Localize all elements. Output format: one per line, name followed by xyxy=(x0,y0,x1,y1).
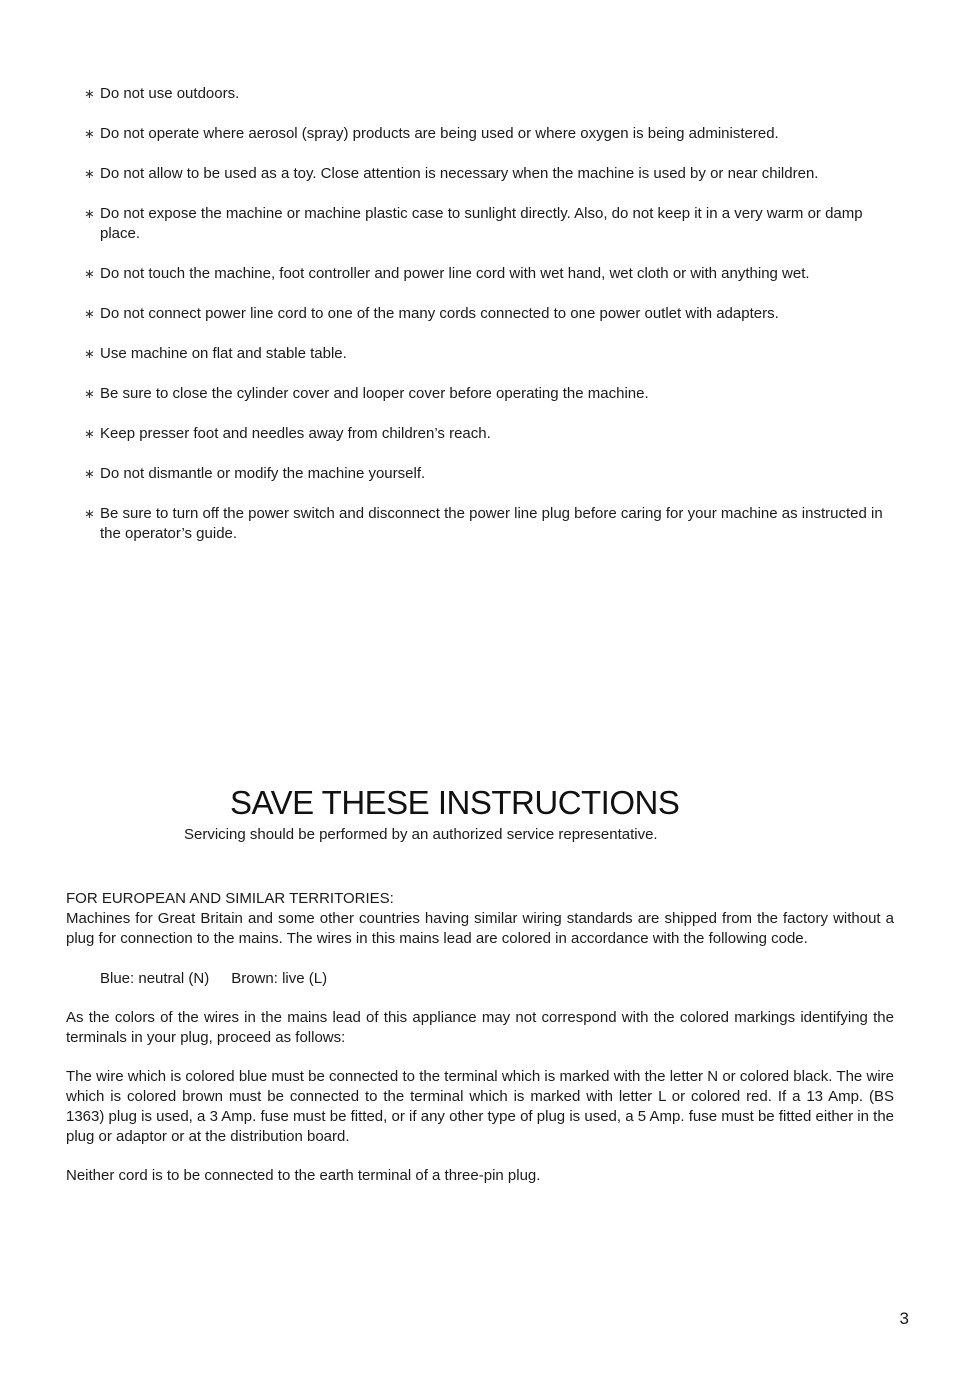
caution-item xyxy=(84,84,894,104)
page-number: 3 xyxy=(899,1309,909,1328)
caution-text: Do not dismantle or modify the machine yourself. xyxy=(100,465,426,482)
asterisk-bullet-icon: ∗ xyxy=(84,466,95,481)
caution-text: Keep presser foot and needles away from children’s reach. xyxy=(100,425,491,442)
caution-item xyxy=(84,504,894,544)
caution-item xyxy=(84,204,894,244)
asterisk-bullet-icon: ∗ xyxy=(84,166,95,181)
wire-color-codes xyxy=(66,969,894,989)
wiring-instructions-paragraph: The wire which is colored blue must be connected to the terminal which is marked with the letter N or colored black. The wire which is colored brown must be connected to the terminal which is marked with letter L or colored red. If a 13 Amp. (BS 1363) plug is used, a 3 Amp. fuse must be fitted, or if any other type of plug is used, a 5 Amp. fuse must be fitted either in the plug or adaptor or at the distribution board. xyxy=(66,1068,894,1145)
caution-text: Do not operate where aerosol (spray) products are being used or where oxygen is being administered. xyxy=(100,125,779,142)
caution-text: Be sure to close the cylinder cover and looper cover before operating the machine. xyxy=(100,385,649,402)
safety-caution-list xyxy=(84,84,894,544)
brown-wire-code: Brown: live (L) xyxy=(231,970,328,987)
earth-terminal-warning: Neither cord is to be connected to the earth terminal of a three-pin plug. xyxy=(66,1167,541,1184)
asterisk-bullet-icon: ∗ xyxy=(84,506,95,521)
asterisk-bullet-icon: ∗ xyxy=(84,306,95,321)
caution-text: Do not touch the machine, foot controller and power line cord with wet hand, wet cloth or with anything wet. xyxy=(100,265,810,282)
caution-item xyxy=(84,164,894,184)
caution-item xyxy=(84,264,894,284)
european-wiring-section xyxy=(66,889,894,1186)
save-instructions-heading: SAVE THESE INSTRUCTIONS xyxy=(230,784,680,821)
caution-item xyxy=(84,304,894,324)
caution-item xyxy=(84,344,894,364)
caution-item xyxy=(84,464,894,484)
asterisk-bullet-icon: ∗ xyxy=(84,346,95,361)
servicing-note: Servicing should be performed by an authorized service representative. xyxy=(184,826,658,843)
color-mismatch-paragraph: As the colors of the wires in the mains lead of this appliance may not correspond with the colored markings identifying the terminals in your plug, proceed as follows: xyxy=(66,1009,894,1046)
blue-wire-code: Blue: neutral (N) xyxy=(100,970,210,987)
caution-text: Be sure to turn off the power switch and disconnect the power line plug before caring for your machine as instructed in the operator’s guide. xyxy=(100,505,883,542)
caution-text: Do not expose the machine or machine plastic case to sunlight directly. Also, do not keep it in a very warm or damp place. xyxy=(100,205,863,242)
caution-text: Do not use outdoors. xyxy=(100,85,240,102)
asterisk-bullet-icon: ∗ xyxy=(84,386,95,401)
caution-text: Use machine on flat and stable table. xyxy=(100,345,347,362)
caution-text: Do not allow to be used as a toy. Close attention is necessary when the machine is used by or near children. xyxy=(100,165,819,182)
asterisk-bullet-icon: ∗ xyxy=(84,86,95,101)
asterisk-bullet-icon: ∗ xyxy=(84,266,95,281)
caution-text: Do not connect power line cord to one of the many cords connected to one power outlet with adapters. xyxy=(100,305,779,322)
european-section-heading: FOR EUROPEAN AND SIMILAR TERRITORIES: xyxy=(66,890,394,907)
caution-item xyxy=(84,124,894,144)
asterisk-bullet-icon: ∗ xyxy=(84,426,95,441)
caution-item xyxy=(84,384,894,404)
asterisk-bullet-icon: ∗ xyxy=(84,126,95,141)
wiring-intro-paragraph: Machines for Great Britain and some other countries having similar wiring standards are shipped from the factory without a plug for connection to the mains. The wires in this mains lead are colored in accordance with the following code. xyxy=(66,910,894,947)
caution-item xyxy=(84,424,894,444)
asterisk-bullet-icon: ∗ xyxy=(84,206,95,221)
